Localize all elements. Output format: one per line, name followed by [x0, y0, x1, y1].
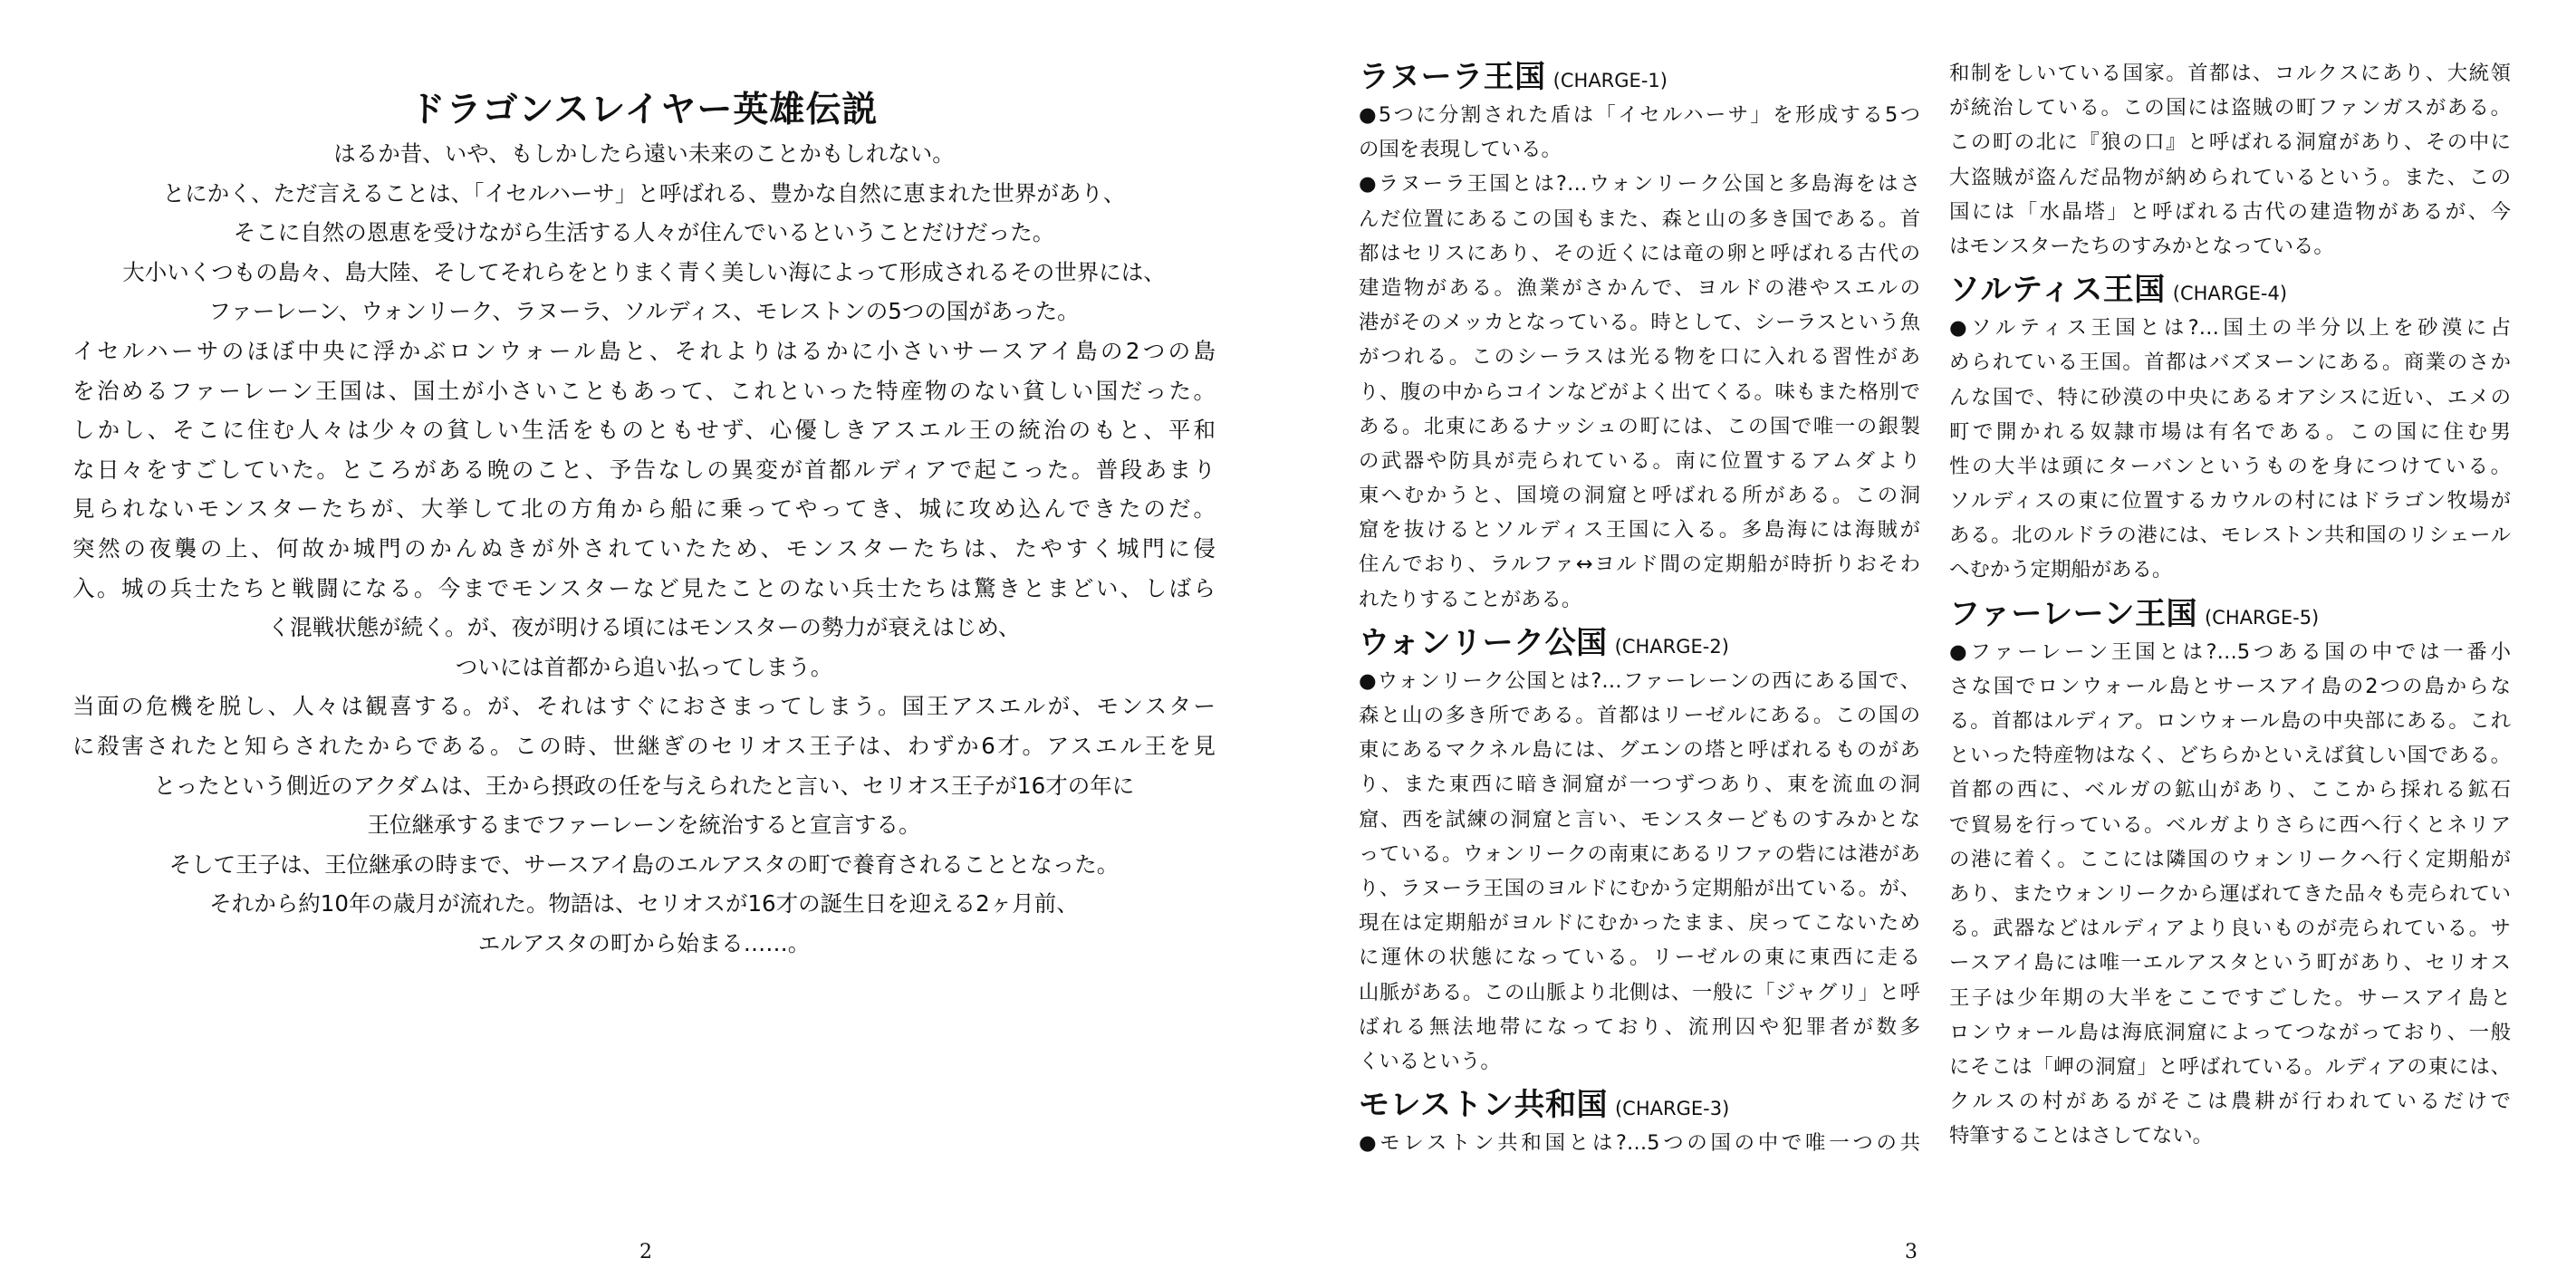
story-line: 突然の夜襲の上、何故か城門のかんぬきが外されていたため、モンスターたちは、たやすく城門に侵	[72, 534, 1216, 562]
description-line: んだ位置にあるこの国もまた、森と山の多き国である。首	[1359, 206, 1920, 231]
description-line: り、腹の中からコインなどがよく出てくる。味もまた格別で	[1359, 379, 1920, 404]
description-line: の武器や防具が売られている。南に位置するアムダより	[1359, 448, 1920, 473]
story-line: を治めるファーレーン王国は、国土が小さいこともあって、これといった特産物のない貧しい国だった。	[72, 377, 1216, 404]
description-line: められている王国。首都はバズヌーンにある。商業のさか	[1949, 351, 2511, 375]
description-line: 窟、西を試練の洞窟と言い、モンスターどものすみかとな	[1359, 807, 1920, 831]
description-line: で貿易を行っている。ベルガよりさらに西へ行くとネリア	[1949, 812, 2511, 837]
country-name: モレストン共和国	[1359, 1087, 1608, 1124]
country-description	[1359, 1126, 1920, 1160]
story-line: そして王子は、王位継承の時まで、サースアイ島のエルアスタの町で養育されることとなった。	[168, 850, 1120, 878]
story-line: く混戦状態が続く。が、夜が明ける頃にはモンスターの勢力が衰えはじめ、	[267, 614, 1021, 641]
country-description	[1949, 311, 2511, 588]
description-line: 首都の西に、ベルガの鉱山があり、ここから採れる鉱石	[1949, 778, 2511, 802]
story-line: しかし、そこに住む人々は少々の貧しい生活をものともせず、心優しきアスエル王の統治のもと、平和	[72, 417, 1216, 444]
description-line: 性の大半は頭にターバンというものを身につけている。	[1949, 454, 2511, 478]
page-number-left: 2	[639, 1241, 652, 1263]
description-line: ●ソルティス王国とは?…国土の半分以上を砂漠に占	[1949, 316, 2511, 341]
description-line: り、また東西に暗き洞窟が一つずつあり、東を流血の洞	[1359, 773, 1920, 797]
story-line: 見られないモンスターたちが、大挙して北の方角から船に乗ってやってき、城に攻め込んできたのだ。	[72, 495, 1216, 523]
country-description	[1359, 98, 1920, 617]
description-line: さな国でロンウォール島とサースアイ島の2つの島からな	[1949, 674, 2511, 698]
country-charge: (CHARGE-3)	[1614, 1098, 1730, 1120]
description-line: 特筆することはさしてない。	[1949, 1124, 2214, 1148]
description-line: 王子は少年期の大半をここですごした。サースアイ島と	[1949, 985, 2511, 1010]
description-line: の国を表現している。	[1359, 138, 1562, 162]
story-line: 王位継承するまでファーレーンを統治すると宣言する。	[367, 812, 921, 839]
description-line: 港がそのメッカとなっている。時として、シーラスという魚	[1359, 311, 1920, 335]
column-left	[1359, 56, 1920, 1160]
description-line: る。武器などはルディアより良いものが売られている。サ	[1949, 917, 2511, 941]
description-line: ●モレストン共和国とは?…5つの国の中で唯一つの共	[1359, 1131, 1920, 1156]
description-line: 住んでおり、ラルファ↔ヨルド間の定期船が時折りおそわ	[1359, 552, 1920, 577]
description-line: 窟を抜けるとソルディス王国に入る。多島海には海賊が	[1359, 518, 1920, 543]
description-line: 山脈がある。この山脈より北側は、一般に「ジャグリ」と呼	[1359, 980, 1920, 1004]
country-description	[1949, 635, 2511, 1154]
description-line: 国には「水晶塔」と呼ばれる古代の建造物があるが、今	[1949, 199, 2511, 224]
description-line: ソルディスの東に位置するカウルの村にはドラゴン牧場が	[1949, 489, 2511, 514]
description-line: 和制をしいている国家。首都は、コルクスにあり、大統領	[1949, 62, 2511, 85]
description-line: れたりすることがある。	[1359, 587, 1582, 611]
country-charge: (CHARGE-5)	[2204, 606, 2320, 629]
description-line: ●ラヌーラ王国とは?…ウォンリーク公国と多島海をはさ	[1359, 172, 1920, 197]
country-section	[1949, 593, 2511, 1154]
country-charge: (CHARGE-4)	[2172, 283, 2288, 305]
description-line: 都はセリスにあり、その近くには竜の卵と呼ばれる古代の	[1359, 241, 1920, 265]
story-line: ついには首都から追い払ってしまう。	[455, 653, 833, 680]
description-line: が統治している。この国には盗賊の町ファンガスがある。	[1949, 96, 2511, 120]
country-description	[1949, 56, 2511, 264]
story-line: 大小いくつもの島々、島大陸、そしてそれらをとりまく青く美しい海によって形成されるその世界には、	[122, 258, 1166, 285]
description-line: ロンウォール島は海底洞窟によってつながっており、一般	[1949, 1020, 2511, 1044]
description-line: ある。北のルドラの港には、モレストン共和国のリシェール	[1949, 523, 2511, 548]
country-name: ラヌーラ王国	[1359, 59, 1546, 95]
country-heading	[1949, 269, 2511, 311]
story-line: それから約10年の歳月が流れた。物語は、セリオスが16才の誕生日を迎える2ヶ月前、	[209, 890, 1079, 917]
description-line: 森と山の多き所である。首都はリーゼルにある。この国の	[1359, 704, 1920, 727]
description-line: 大盗賊が盗んだ品物が納められているという。また、この	[1949, 165, 2511, 189]
story-line: に殺害されたと知らされたからである。この時、世継ぎのセリオス王子は、わずか6才。アスエル王を見	[72, 732, 1216, 759]
description-line: ースアイ島には唯一エルアスタという町があり、セリオス	[1949, 951, 2511, 975]
country-section	[1949, 56, 2511, 264]
description-line: にそこは「岬の洞窟」と呼ばれている。ルディアの東には、	[1949, 1054, 2511, 1079]
story-line: とったという側近のアクダムは、王から摂政の任を与えられたと言い、セリオス王子が16才の年に	[153, 772, 1135, 799]
story-line: エルアスタの町から始まる……。	[477, 929, 811, 956]
description-line: 町で開かれる奴隷市場は有名である。この国に住む男	[1949, 419, 2511, 444]
story-line: はるか昔、いや、もしかしたら遠い未来のことかもしれない。	[333, 140, 955, 167]
story-line: 当面の危機を脱し、人々は観喜する。が、それはすぐにおさまってしまう。国王アスエルが、モンスター	[72, 693, 1216, 720]
description-line: 東へむかうと、国境の洞窟と呼ばれる所がある。この洞	[1359, 484, 1920, 508]
description-line: がつれる。このシーラスは光る物を口に入れる習性があ	[1359, 345, 1920, 370]
description-line: ある。北東にあるナッシュの町には、この国で唯一の銀製	[1359, 414, 1920, 438]
story-line: とにかく、ただ言えることは、「イセルハーサ」と呼ばれる、豊かな自然に恵まれた世界があり、	[162, 179, 1126, 206]
country-charge: (CHARGE-1)	[1552, 70, 1668, 91]
description-line: っている。ウォンリークの南東にあるリファの砦には港があ	[1359, 841, 1920, 866]
country-section	[1359, 1084, 1920, 1160]
description-line: くいるという。	[1359, 1049, 1501, 1073]
description-line: る。首都はルディア。ロンウォール島の中央部にある。これ	[1949, 709, 2511, 733]
description-line: ●ファーレーン王国とは?…5つある国の中では一番小	[1949, 639, 2511, 664]
country-heading	[1949, 593, 2511, 635]
column-right	[1949, 56, 2511, 1153]
country-heading	[1359, 56, 1920, 98]
story-line: な日々をすごしていた。ところがある晩のこと、予告なしの異変が首都ルディアで起こった。普段あまり	[72, 456, 1216, 483]
country-heading	[1359, 622, 1920, 664]
right-page	[1288, 0, 2576, 1287]
story-line: ファーレーン、ウォンリーク、ラヌーラ、ソルディス、モレストンの5つの国があった。	[208, 298, 1080, 325]
description-line: ●ウォンリーク公国とは?…ファーレーンの西にある国で、	[1359, 668, 1920, 693]
description-line: へむかう定期船がある。	[1949, 558, 2173, 582]
description-line: といった特産物はなく、どちらかといえば貧しい国である。	[1949, 744, 2511, 768]
description-line: あり、またウォンリークから運ばれてきた品々も売られてい	[1949, 881, 2511, 906]
story-text	[72, 134, 1216, 963]
country-section	[1359, 56, 1920, 617]
description-line: んな国で、特に砂漠の中央にあるオアシスに近い、エメの	[1949, 385, 2511, 409]
country-description	[1359, 664, 1920, 1079]
page-number-right: 3	[1905, 1241, 1918, 1263]
description-line: クルスの村があるがそこは農耕が行われているだけで	[1949, 1090, 2511, 1114]
story-line: イセルハーサのほぼ中央に浮かぶロンウォール島と、それよりはるかに小さいサースアイ島の2つの島	[72, 337, 1216, 364]
description-line: 現在は定期船がヨルドにむかったまま、戻ってこないため	[1359, 911, 1920, 936]
story-line: そこに自然の恩恵を受けながら生活する人々が住んでいるということだけだった。	[233, 219, 1055, 246]
description-line: この町の北に『狼の口』と呼ばれる洞窟があり、その中に	[1949, 130, 2511, 155]
story-title: ドラゴンスレイヤー英雄伝説	[409, 90, 879, 130]
country-name: ソルティス王国	[1949, 272, 2166, 309]
country-section	[1949, 269, 2511, 588]
country-heading	[1359, 1084, 1920, 1126]
story-line: 入。城の兵士たちと戦闘になる。今までモンスターなど見たことのない兵士たちは驚きとまどい、しばら	[72, 574, 1216, 601]
description-line: 建造物がある。漁業がさかんで、ヨルドの港やスエルの	[1359, 275, 1920, 300]
country-name: ウォンリーク公国	[1359, 624, 1608, 661]
description-line: り、ラヌーラ王国のヨルドにむかう定期船が出ている。が、	[1359, 876, 1920, 900]
description-line: ばれる無法地帯になっており、流刑囚や犯罪者が数多	[1359, 1014, 1920, 1039]
country-section	[1359, 622, 1920, 1079]
description-line: はモンスターたちのすみかとなっている。	[1949, 234, 2334, 258]
country-charge: (CHARGE-2)	[1614, 635, 1729, 658]
description-line: ●5つに分割された盾は「イセルハーサ」を形成する5つ	[1359, 103, 1920, 127]
description-line: の港に着く。ここには隣国のウォンリークへ行く定期船が	[1949, 847, 2511, 871]
description-line: 東にあるマクネル島には、グエンの塔と呼ばれるものがあ	[1359, 738, 1920, 763]
description-line: に運休の状態になっている。リーゼルの東に東西に走る	[1359, 946, 1920, 970]
country-name: ファーレーン王国	[1949, 595, 2197, 632]
